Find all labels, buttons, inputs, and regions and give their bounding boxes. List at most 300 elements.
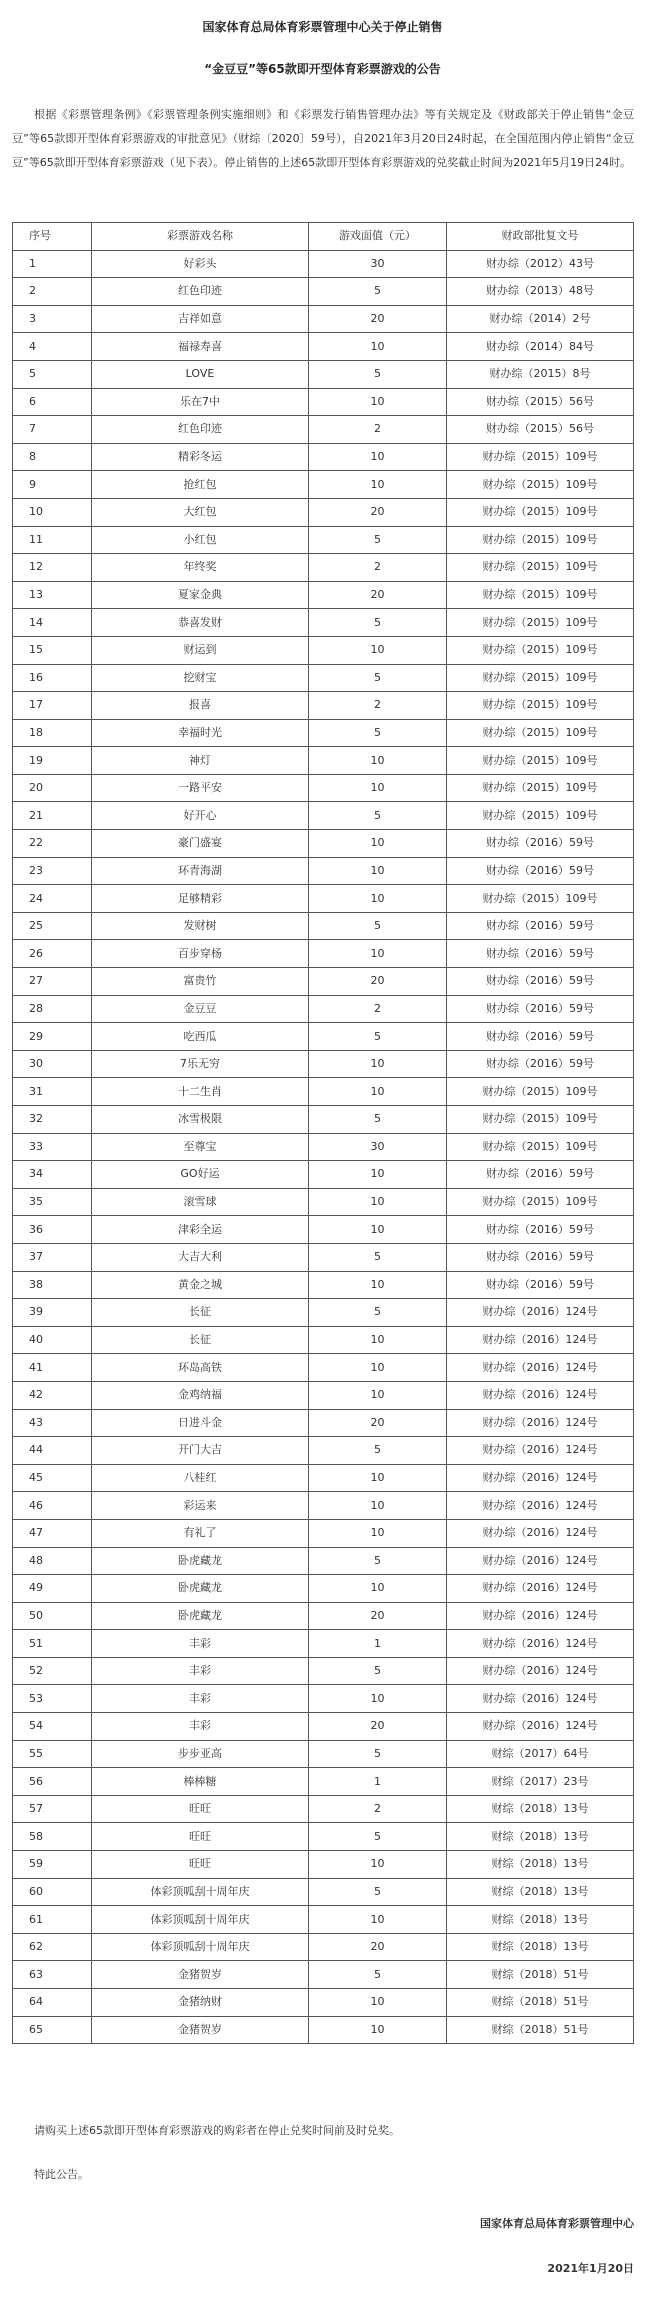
row-face-value: 5 xyxy=(309,1657,447,1685)
row-approval-no: 财综（2018）13号 xyxy=(447,1795,634,1823)
table-row xyxy=(13,912,634,940)
row-face-value: 10 xyxy=(309,1851,447,1879)
row-approval-no: 财综（2018）13号 xyxy=(447,1933,634,1961)
row-face-value: 5 xyxy=(309,1106,447,1134)
row-index: 52 xyxy=(13,1657,92,1685)
row-index: 19 xyxy=(13,747,92,775)
row-approval-no: 财综（2018）13号 xyxy=(447,1823,634,1851)
row-index: 6 xyxy=(13,388,92,416)
row-game-name: 恭喜发财 xyxy=(92,609,309,637)
table-row xyxy=(13,1768,634,1796)
row-face-value: 10 xyxy=(309,1161,447,1189)
table-row xyxy=(13,774,634,802)
row-approval-no: 财办综（2015）109号 xyxy=(447,719,634,747)
table-row xyxy=(13,1961,634,1989)
row-face-value: 10 xyxy=(309,333,447,361)
row-face-value: 5 xyxy=(309,1740,447,1768)
row-game-name: 神灯 xyxy=(92,747,309,775)
table-row xyxy=(13,1106,634,1134)
row-face-value: 10 xyxy=(309,1989,447,2017)
row-approval-no: 财办综（2016）59号 xyxy=(447,995,634,1023)
row-index: 38 xyxy=(13,1271,92,1299)
table-row xyxy=(13,388,634,416)
row-index: 58 xyxy=(13,1823,92,1851)
row-index: 36 xyxy=(13,1216,92,1244)
row-game-name: 金猪贺岁 xyxy=(92,2016,309,2044)
row-approval-no: 财办综（2016）59号 xyxy=(447,830,634,858)
table-row xyxy=(13,1906,634,1934)
row-game-name: 幸福时光 xyxy=(92,719,309,747)
row-game-name: 丰彩 xyxy=(92,1657,309,1685)
row-approval-no: 财办综（2016）59号 xyxy=(447,1023,634,1051)
row-game-name: 小红包 xyxy=(92,526,309,554)
row-approval-no: 财办综（2016）59号 xyxy=(447,1243,634,1271)
row-approval-no: 财办综（2016）59号 xyxy=(447,1161,634,1189)
row-game-name: 十二生肖 xyxy=(92,1078,309,1106)
row-approval-no: 财办综（2013）48号 xyxy=(447,278,634,306)
table-row xyxy=(13,1933,634,1961)
row-approval-no: 财办综（2016）59号 xyxy=(447,1050,634,1078)
row-game-name: 乐在7中 xyxy=(92,388,309,416)
row-index: 65 xyxy=(13,2016,92,2044)
row-approval-no: 财办综（2015）109号 xyxy=(447,885,634,913)
row-index: 53 xyxy=(13,1685,92,1713)
row-index: 26 xyxy=(13,940,92,968)
row-approval-no: 财综（2018）51号 xyxy=(447,1989,634,2017)
row-game-name: 棒棒糖 xyxy=(92,1768,309,1796)
row-approval-no: 财办综（2015）56号 xyxy=(447,388,634,416)
row-face-value: 5 xyxy=(309,1961,447,1989)
row-index: 11 xyxy=(13,526,92,554)
table-row xyxy=(13,1464,634,1492)
row-face-value: 2 xyxy=(309,554,447,582)
row-index: 63 xyxy=(13,1961,92,1989)
row-approval-no: 财办综（2015）109号 xyxy=(447,1106,634,1134)
row-index: 2 xyxy=(13,278,92,306)
row-game-name: 报喜 xyxy=(92,692,309,720)
table-row xyxy=(13,1851,634,1879)
row-game-name: 旺旺 xyxy=(92,1851,309,1879)
row-face-value: 10 xyxy=(309,1464,447,1492)
table-row xyxy=(13,636,634,664)
row-approval-no: 财办综（2016）124号 xyxy=(447,1547,634,1575)
table-row xyxy=(13,416,634,444)
row-game-name: 福禄寿喜 xyxy=(92,333,309,361)
row-approval-no: 财办综（2016）59号 xyxy=(447,1271,634,1299)
row-game-name: 豪门盛宴 xyxy=(92,830,309,858)
row-game-name: 环岛高铁 xyxy=(92,1354,309,1382)
row-approval-no: 财办综（2015）109号 xyxy=(447,1133,634,1161)
row-index: 64 xyxy=(13,1989,92,2017)
row-approval-no: 财办综（2016）59号 xyxy=(447,857,634,885)
row-index: 17 xyxy=(13,692,92,720)
row-face-value: 20 xyxy=(309,1409,447,1437)
row-index: 43 xyxy=(13,1409,92,1437)
row-game-name: 丰彩 xyxy=(92,1630,309,1658)
row-face-value: 10 xyxy=(309,1381,447,1409)
table-row xyxy=(13,1795,634,1823)
row-game-name: 金猪贺岁 xyxy=(92,1961,309,1989)
row-face-value: 1 xyxy=(309,1768,447,1796)
row-face-value: 2 xyxy=(309,692,447,720)
row-face-value: 10 xyxy=(309,1575,447,1603)
row-face-value: 10 xyxy=(309,774,447,802)
row-index: 1 xyxy=(13,250,92,278)
row-face-value: 30 xyxy=(309,1133,447,1161)
row-face-value: 5 xyxy=(309,1299,447,1327)
row-game-name: 红色印迹 xyxy=(92,278,309,306)
row-game-name: 体彩顶呱刮十周年庆 xyxy=(92,1906,309,1934)
table-row xyxy=(13,1023,634,1051)
row-face-value: 10 xyxy=(309,940,447,968)
announcement-subtitle: “金豆豆”等65款即开型体育彩票游戏的公告 xyxy=(204,62,441,76)
row-face-value: 5 xyxy=(309,719,447,747)
row-game-name: 体彩顶呱刮十周年庆 xyxy=(92,1878,309,1906)
row-game-name: 旺旺 xyxy=(92,1823,309,1851)
table-row xyxy=(13,1878,634,1906)
row-face-value: 10 xyxy=(309,443,447,471)
row-game-name: 冰雪极限 xyxy=(92,1106,309,1134)
table-row xyxy=(13,1657,634,1685)
row-approval-no: 财办综（2015）109号 xyxy=(447,636,634,664)
table-row xyxy=(13,1188,634,1216)
table-row xyxy=(13,1354,634,1382)
table-row xyxy=(13,498,634,526)
row-approval-no: 财办综（2016）124号 xyxy=(447,1575,634,1603)
row-game-name: 百步穿杨 xyxy=(92,940,309,968)
row-approval-no: 财办综（2015）109号 xyxy=(447,526,634,554)
row-index: 24 xyxy=(13,885,92,913)
row-game-name: 至尊宝 xyxy=(92,1133,309,1161)
row-approval-no: 财办综（2016）124号 xyxy=(447,1326,634,1354)
row-face-value: 20 xyxy=(309,581,447,609)
row-index: 4 xyxy=(13,333,92,361)
row-index: 32 xyxy=(13,1106,92,1134)
row-game-name: 金鸡纳福 xyxy=(92,1381,309,1409)
row-index: 22 xyxy=(13,830,92,858)
row-game-name: 黄金之城 xyxy=(92,1271,309,1299)
row-approval-no: 财办综（2015）109号 xyxy=(447,1078,634,1106)
table-row xyxy=(13,747,634,775)
row-approval-no: 财办综（2016）124号 xyxy=(447,1381,634,1409)
row-index: 27 xyxy=(13,968,92,996)
row-game-name: 红色印迹 xyxy=(92,416,309,444)
row-approval-no: 财综（2018）13号 xyxy=(447,1878,634,1906)
row-index: 14 xyxy=(13,609,92,637)
table-row xyxy=(13,1381,634,1409)
row-index: 20 xyxy=(13,774,92,802)
row-index: 12 xyxy=(13,554,92,582)
row-approval-no: 财办综（2016）124号 xyxy=(447,1492,634,1520)
row-face-value: 5 xyxy=(309,609,447,637)
row-game-name: 挖财宝 xyxy=(92,664,309,692)
table-row xyxy=(13,1243,634,1271)
row-game-name: 抢红包 xyxy=(92,471,309,499)
intro-paragraph: 根据《彩票管理条例》《彩票管理条例实施细则》和《彩票发行销售管理办法》等有关规定及《财政部关于停止销售“金豆豆”等65款即开型体育彩票游戏的审批意见》（财综〔2020〕59号），自2021年3月20日24时起，在全国范围内停止销售“金豆豆”等65款即开型体育彩票游戏（见下表）。停止销售的上述65款即开型体育彩票游戏的兑奖截止时间为2021年5月19日24时。 xyxy=(12,108,634,169)
row-game-name: 滚雪球 xyxy=(92,1188,309,1216)
row-approval-no: 财办综（2015）109号 xyxy=(447,498,634,526)
row-game-name: 精彩冬运 xyxy=(92,443,309,471)
row-approval-no: 财办综（2016）124号 xyxy=(447,1685,634,1713)
row-game-name: 卧虎藏龙 xyxy=(92,1575,309,1603)
row-approval-no: 财综（2018）13号 xyxy=(447,1851,634,1879)
row-approval-no: 财办综（2016）124号 xyxy=(447,1299,634,1327)
row-face-value: 10 xyxy=(309,1078,447,1106)
row-approval-no: 财办综（2016）124号 xyxy=(447,1409,634,1437)
issue-date: 2021年1月20日 xyxy=(547,2262,634,2275)
row-index: 21 xyxy=(13,802,92,830)
row-game-name: 八桂红 xyxy=(92,1464,309,1492)
table-row xyxy=(13,360,634,388)
row-face-value: 20 xyxy=(309,1713,447,1741)
row-index: 51 xyxy=(13,1630,92,1658)
row-face-value: 5 xyxy=(309,1437,447,1465)
table-row xyxy=(13,1575,634,1603)
row-approval-no: 财办综（2015）109号 xyxy=(447,692,634,720)
table-row xyxy=(13,664,634,692)
row-game-name: 大红包 xyxy=(92,498,309,526)
row-index: 57 xyxy=(13,1795,92,1823)
row-face-value: 10 xyxy=(309,857,447,885)
row-face-value: 10 xyxy=(309,830,447,858)
row-index: 49 xyxy=(13,1575,92,1603)
row-face-value: 20 xyxy=(309,305,447,333)
table-row xyxy=(13,1326,634,1354)
row-game-name: 丰彩 xyxy=(92,1685,309,1713)
row-index: 44 xyxy=(13,1437,92,1465)
row-face-value: 10 xyxy=(309,1519,447,1547)
row-approval-no: 财办综（2016）59号 xyxy=(447,940,634,968)
row-face-value: 5 xyxy=(309,802,447,830)
row-index: 59 xyxy=(13,1851,92,1879)
row-face-value: 2 xyxy=(309,995,447,1023)
row-index: 5 xyxy=(13,360,92,388)
row-game-name: 有礼了 xyxy=(92,1519,309,1547)
row-face-value: 5 xyxy=(309,912,447,940)
row-game-name: 长征 xyxy=(92,1299,309,1327)
table-row xyxy=(13,1216,634,1244)
row-approval-no: 财办综（2015）56号 xyxy=(447,416,634,444)
redeem-note: 请购买上述65款即开型体育彩票游戏的购彩者在停止兑奖时间前及时兑奖。 xyxy=(34,2124,400,2137)
row-approval-no: 财办综（2016）124号 xyxy=(447,1437,634,1465)
row-index: 45 xyxy=(13,1464,92,1492)
row-game-name: 财运到 xyxy=(92,636,309,664)
row-index: 18 xyxy=(13,719,92,747)
row-index: 48 xyxy=(13,1547,92,1575)
row-approval-no: 财综（2017）23号 xyxy=(447,1768,634,1796)
row-face-value: 10 xyxy=(309,1271,447,1299)
row-approval-no: 财办综（2016）124号 xyxy=(447,1602,634,1630)
row-game-name: 7乐无穷 xyxy=(92,1050,309,1078)
row-index: 13 xyxy=(13,581,92,609)
row-game-name: 夏家金典 xyxy=(92,581,309,609)
row-approval-no: 财办综（2015）109号 xyxy=(447,664,634,692)
row-index: 31 xyxy=(13,1078,92,1106)
row-face-value: 2 xyxy=(309,1795,447,1823)
row-face-value: 5 xyxy=(309,1823,447,1851)
row-game-name: 吉祥如意 xyxy=(92,305,309,333)
row-game-name: 体彩顶呱刮十周年庆 xyxy=(92,1933,309,1961)
row-index: 33 xyxy=(13,1133,92,1161)
row-index: 39 xyxy=(13,1299,92,1327)
row-game-name: 好彩头 xyxy=(92,250,309,278)
table-row xyxy=(13,1271,634,1299)
row-face-value: 5 xyxy=(309,360,447,388)
row-face-value: 10 xyxy=(309,1906,447,1934)
row-index: 42 xyxy=(13,1381,92,1409)
row-approval-no: 财综（2018）51号 xyxy=(447,1961,634,1989)
row-approval-no: 财办综（2015）109号 xyxy=(447,554,634,582)
row-game-name: 丰彩 xyxy=(92,1713,309,1741)
table-row xyxy=(13,940,634,968)
row-face-value: 1 xyxy=(309,1630,447,1658)
row-approval-no: 财办综（2015）8号 xyxy=(447,360,634,388)
table-row xyxy=(13,1161,634,1189)
row-index: 37 xyxy=(13,1243,92,1271)
row-approval-no: 财办综（2016）124号 xyxy=(447,1464,634,1492)
row-index: 54 xyxy=(13,1713,92,1741)
issuing-organization: 国家体育总局体育彩票管理中心 xyxy=(480,2217,634,2230)
table-row xyxy=(13,278,634,306)
row-game-name: GO好运 xyxy=(92,1161,309,1189)
table-row xyxy=(13,1713,634,1741)
row-game-name: 足够精彩 xyxy=(92,885,309,913)
header-face-value: 游戏面值（元） xyxy=(309,223,447,251)
header-approval-no: 财政部批复文号 xyxy=(447,223,634,251)
row-face-value: 30 xyxy=(309,250,447,278)
row-face-value: 5 xyxy=(309,1878,447,1906)
table-row xyxy=(13,1685,634,1713)
table-row xyxy=(13,1519,634,1547)
row-index: 23 xyxy=(13,857,92,885)
row-game-name: 一路平安 xyxy=(92,774,309,802)
table-row xyxy=(13,1989,634,2017)
table-row xyxy=(13,1547,634,1575)
row-approval-no: 财办综（2016）124号 xyxy=(447,1657,634,1685)
row-index: 47 xyxy=(13,1519,92,1547)
row-approval-no: 财办综（2015）109号 xyxy=(447,581,634,609)
row-approval-no: 财办综（2014）84号 xyxy=(447,333,634,361)
row-approval-no: 财办综（2016）59号 xyxy=(447,1216,634,1244)
row-index: 40 xyxy=(13,1326,92,1354)
table-row xyxy=(13,1823,634,1851)
row-approval-no: 财办综（2015）109号 xyxy=(447,802,634,830)
row-face-value: 5 xyxy=(309,1243,447,1271)
row-face-value: 10 xyxy=(309,1492,447,1520)
table-row xyxy=(13,1740,634,1768)
row-approval-no: 财综（2018）51号 xyxy=(447,2016,634,2044)
row-index: 62 xyxy=(13,1933,92,1961)
table-row xyxy=(13,1299,634,1327)
row-index: 46 xyxy=(13,1492,92,1520)
row-index: 10 xyxy=(13,498,92,526)
row-face-value: 20 xyxy=(309,498,447,526)
row-approval-no: 财办综（2016）124号 xyxy=(447,1630,634,1658)
row-game-name: 卧虎藏龙 xyxy=(92,1602,309,1630)
header-game-name: 彩票游戏名称 xyxy=(92,223,309,251)
row-game-name: 好开心 xyxy=(92,802,309,830)
table-row xyxy=(13,2016,634,2044)
row-face-value: 5 xyxy=(309,526,447,554)
row-face-value: 10 xyxy=(309,388,447,416)
row-face-value: 10 xyxy=(309,1216,447,1244)
table-header-row xyxy=(13,223,634,251)
row-index: 50 xyxy=(13,1602,92,1630)
row-face-value: 5 xyxy=(309,1547,447,1575)
table-row xyxy=(13,885,634,913)
table-row xyxy=(13,1133,634,1161)
row-index: 3 xyxy=(13,305,92,333)
row-approval-no: 财办综（2015）109号 xyxy=(447,443,634,471)
row-game-name: 日进斗金 xyxy=(92,1409,309,1437)
row-index: 9 xyxy=(13,471,92,499)
row-index: 56 xyxy=(13,1768,92,1796)
row-index: 8 xyxy=(13,443,92,471)
row-approval-no: 财办综（2015）109号 xyxy=(447,747,634,775)
row-game-name: 彩运来 xyxy=(92,1492,309,1520)
table-row xyxy=(13,471,634,499)
table-row xyxy=(13,609,634,637)
row-index: 28 xyxy=(13,995,92,1023)
table-row xyxy=(13,1050,634,1078)
table-body xyxy=(13,250,634,2044)
table-row xyxy=(13,857,634,885)
table-row xyxy=(13,968,634,996)
row-game-name: 长征 xyxy=(92,1326,309,1354)
row-game-name: 旺旺 xyxy=(92,1795,309,1823)
row-game-name: 发财树 xyxy=(92,912,309,940)
row-face-value: 10 xyxy=(309,747,447,775)
row-index: 29 xyxy=(13,1023,92,1051)
row-game-name: 富贵竹 xyxy=(92,968,309,996)
row-approval-no: 财综（2018）13号 xyxy=(447,1906,634,1934)
row-approval-no: 财办综（2016）124号 xyxy=(447,1519,634,1547)
table-row xyxy=(13,443,634,471)
row-face-value: 10 xyxy=(309,2016,447,2044)
row-face-value: 10 xyxy=(309,636,447,664)
table-row xyxy=(13,1409,634,1437)
row-approval-no: 财办综（2016）124号 xyxy=(447,1713,634,1741)
row-face-value: 2 xyxy=(309,416,447,444)
row-index: 7 xyxy=(13,416,92,444)
row-face-value: 20 xyxy=(309,1602,447,1630)
table-row xyxy=(13,333,634,361)
row-index: 35 xyxy=(13,1188,92,1216)
announcement-title: 国家体育总局体育彩票管理中心关于停止销售 xyxy=(202,20,443,34)
row-index: 34 xyxy=(13,1161,92,1189)
row-index: 41 xyxy=(13,1354,92,1382)
header-index: 序号 xyxy=(13,223,92,251)
row-index: 15 xyxy=(13,636,92,664)
row-game-name: 金豆豆 xyxy=(92,995,309,1023)
row-face-value: 10 xyxy=(309,1188,447,1216)
table-row xyxy=(13,719,634,747)
row-face-value: 10 xyxy=(309,471,447,499)
table-row xyxy=(13,305,634,333)
row-face-value: 10 xyxy=(309,1050,447,1078)
row-face-value: 20 xyxy=(309,1933,447,1961)
row-index: 61 xyxy=(13,1906,92,1934)
table-row xyxy=(13,1437,634,1465)
row-approval-no: 财办综（2012）43号 xyxy=(447,250,634,278)
row-face-value: 10 xyxy=(309,885,447,913)
table-row xyxy=(13,1492,634,1520)
row-game-name: 环青海湖 xyxy=(92,857,309,885)
row-index: 60 xyxy=(13,1878,92,1906)
closing-remark: 特此公告。 xyxy=(34,2168,89,2181)
table-row xyxy=(13,526,634,554)
row-game-name: 吃西瓜 xyxy=(92,1023,309,1051)
